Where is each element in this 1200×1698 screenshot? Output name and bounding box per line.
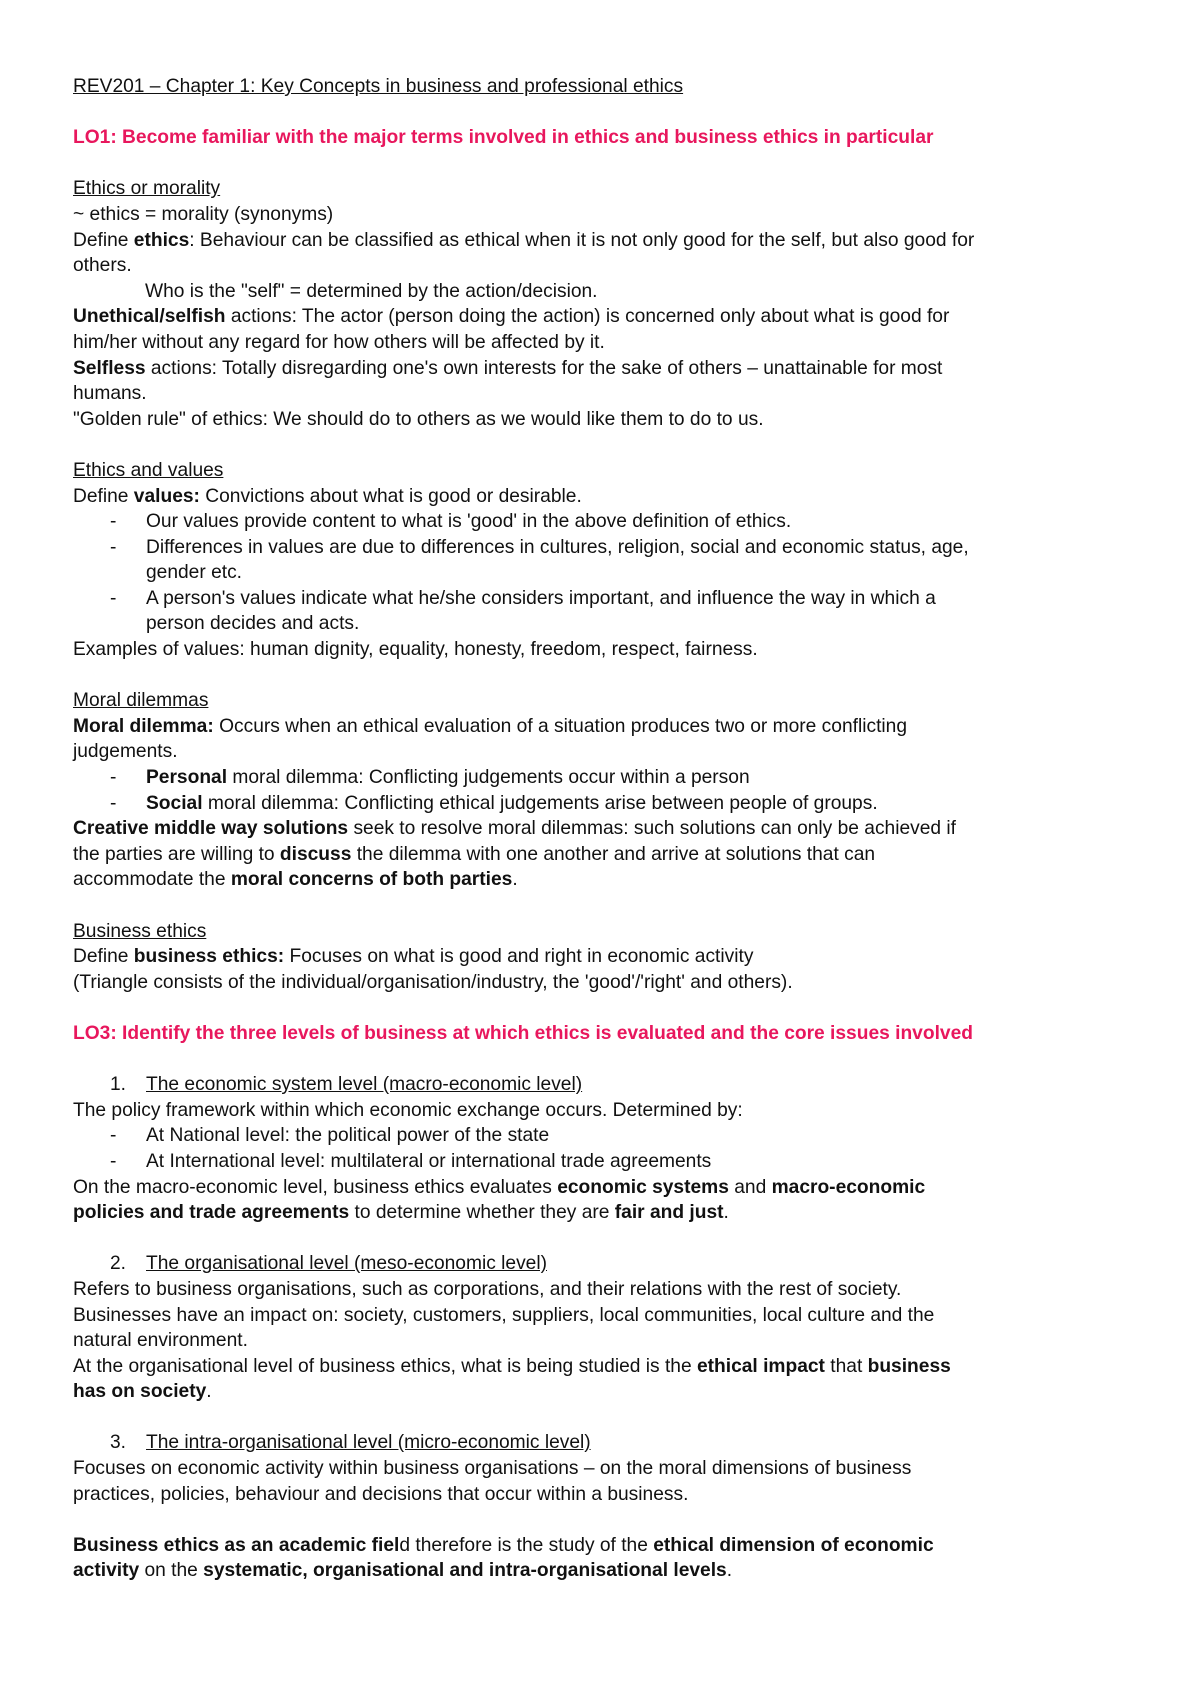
numbered-heading-economic-system: 1. The economic system level (macro-economic level) <box>110 1074 583 1096</box>
document-title: REV201 – Chapter 1: Key Concepts in business and professional ethics <box>73 76 684 97</box>
paragraph-line: Businesses have an impact on: society, customers, suppliers, local communities, local culture and the <box>73 1304 935 1326</box>
section-heading-ethics-morality: Ethics or morality <box>73 178 221 200</box>
paragraph-line: On the macro-economic level, business ethics evaluates economic systems and macro-economic <box>73 1176 926 1198</box>
bullet-item: - At International level: multilateral or international trade agreements <box>110 1150 712 1172</box>
bullet-item: - Our values provide content to what is 'good' in the above definition of ethics. <box>110 511 792 533</box>
bullet-item-continuation: gender etc. <box>146 562 243 584</box>
bullet-item: - A person's values indicate what he/she considers important, and influence the way in which a <box>110 587 936 609</box>
paragraph-line: Unethical/selfish actions: The actor (person doing the action) is concerned only about what is good for <box>73 306 950 328</box>
paragraph-line: accommodate the moral concerns of both parties. <box>73 869 518 891</box>
bullet-item: - Personal moral dilemma: Conflicting judgements occur within a person <box>110 767 750 789</box>
paragraph-line: humans. <box>73 383 147 405</box>
paragraph-line: him/her without any regard for how others will be affected by it. <box>73 331 605 353</box>
paragraph-line: activity on the systematic, organisational and intra-organisational levels. <box>73 1560 733 1582</box>
paragraph-line: others. <box>73 255 132 277</box>
document-page <box>73 74 1143 1584</box>
paragraph-line: Refers to business organisations, such as corporations, and their relations with the rest of society. <box>73 1278 902 1300</box>
numbered-heading-intra-organisational: 3. The intra-organisational level (micro-economic level) <box>110 1432 591 1454</box>
learning-outcome-1: LO1: Become familiar with the major terms involved in ethics and business ethics in particular <box>73 127 934 149</box>
paragraph-line: the parties are willing to discuss the dilemma with one another and arrive at solutions that can <box>73 843 876 865</box>
learning-outcome-3: LO3: Identify the three levels of business at which ethics is evaluated and the core issues involved <box>73 1022 973 1044</box>
paragraph-line: natural environment. <box>73 1330 248 1352</box>
paragraph-line: has on society. <box>73 1381 212 1403</box>
bullet-item: - At National level: the political power of the state <box>110 1125 550 1147</box>
paragraph-line: Focuses on economic activity within business organisations – on the moral dimensions of business <box>73 1458 912 1480</box>
paragraph-line: Moral dilemma: Occurs when an ethical evaluation of a situation produces two or more conflicting <box>73 715 908 737</box>
bullet-item: - Social moral dilemma: Conflicting ethical judgements arise between people of groups. <box>110 792 878 814</box>
paragraph-line: Examples of values: human dignity, equality, honesty, freedom, respect, fairness. <box>73 639 758 661</box>
paragraph-line: judgements. <box>73 741 178 763</box>
section-heading-ethics-values: Ethics and values <box>73 459 224 481</box>
paragraph-line: policies and trade agreements to determine whether they are fair and just. <box>73 1202 729 1224</box>
paragraph-line: Define values: Convictions about what is good or desirable. <box>73 485 582 507</box>
paragraph-line: practices, policies, behaviour and decisions that occur within a business. <box>73 1483 689 1505</box>
section-heading-moral-dilemmas: Moral dilemmas <box>73 690 209 712</box>
bullet-item-continuation: person decides and acts. <box>146 613 360 635</box>
paragraph-line: Creative middle way solutions seek to resolve moral dilemmas: such solutions can only be achieved if <box>73 818 957 840</box>
paragraph-line: ~ ethics = morality (synonyms) <box>73 203 334 225</box>
paragraph-line: At the organisational level of business ethics, what is being studied is the ethical impact that business <box>73 1355 951 1377</box>
paragraph-line: "Golden rule" of ethics: We should do to others as we would like them to do to us. <box>73 408 764 430</box>
paragraph-line: The policy framework within which economic exchange occurs. Determined by: <box>73 1099 743 1121</box>
paragraph-line: Define ethics: Behaviour can be classified as ethical when it is not only good for the self, but also good for <box>73 229 975 251</box>
paragraph-line: Business ethics as an academic field therefore is the study of the ethical dimension of economic <box>73 1534 934 1556</box>
bullet-item: - Differences in values are due to differences in cultures, religion, social and economic status, age, <box>110 536 969 558</box>
paragraph-line: Define business ethics: Focuses on what is good and right in economic activity <box>73 946 754 968</box>
paragraph-line: Who is the "self" = determined by the action/decision. <box>145 280 598 302</box>
paragraph-line: Selfless actions: Totally disregarding one's own interests for the sake of others – unattainable for most <box>73 357 943 379</box>
numbered-heading-organisational: 2. The organisational level (meso-economic level) <box>110 1253 547 1275</box>
paragraph-line: (Triangle consists of the individual/organisation/industry, the 'good'/'right' and others). <box>73 971 793 993</box>
section-heading-business-ethics: Business ethics <box>73 920 207 942</box>
